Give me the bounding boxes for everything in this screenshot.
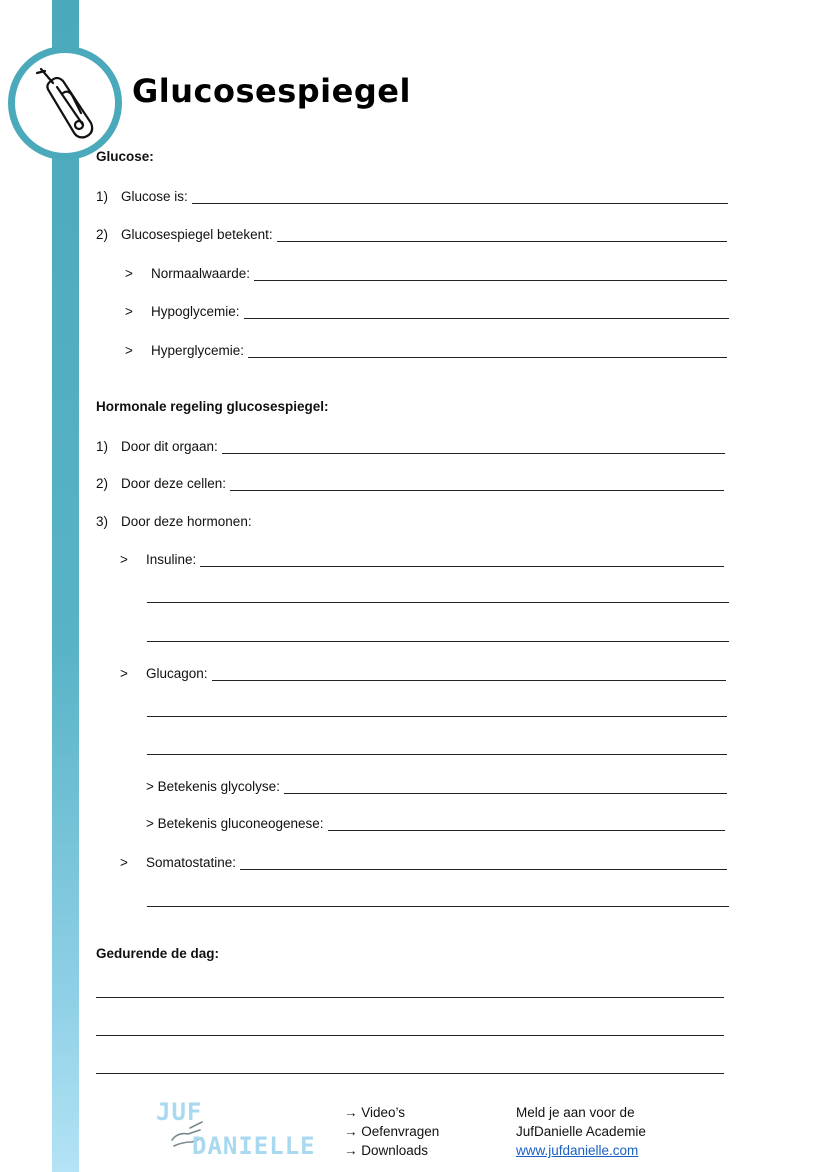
answer-line[interactable] [147, 640, 729, 642]
answer-line[interactable] [147, 601, 729, 603]
glucose-meter-icon [27, 63, 103, 143]
arrow-marker: > [125, 304, 133, 319]
page-title: Glucosespiegel [132, 72, 411, 110]
item-number: 2) [96, 476, 109, 491]
question-normaalwaarde[interactable] [125, 263, 727, 281]
item-label: Hyperglycemie: [151, 343, 245, 358]
answer-line[interactable] [248, 344, 727, 358]
question-glucose-is[interactable] [96, 186, 728, 204]
item-label: Insuline: [146, 552, 197, 567]
item-label: Normaalwaarde: [151, 266, 251, 281]
item-label: Door deze hormonen: [121, 514, 252, 529]
answer-line[interactable] [147, 715, 727, 717]
item-label: Door dit orgaan: [121, 439, 218, 454]
question-glucagon[interactable] [120, 663, 726, 681]
question-insuline[interactable] [120, 549, 724, 567]
item-number: 1) [96, 439, 109, 454]
item-label: > Betekenis glycolyse: [146, 779, 280, 794]
question-hypoglycemie[interactable] [125, 301, 729, 319]
website-link[interactable]: www.jufdanielle.com [516, 1143, 639, 1158]
item-label: Glucose is: [121, 189, 188, 204]
answer-line[interactable] [200, 553, 724, 567]
item-number: 1) [96, 189, 109, 204]
arrow-marker: > [120, 666, 128, 681]
item-label: > Betekenis gluconeogenese: [146, 816, 324, 831]
link-videos[interactable]: → Video’s [344, 1105, 406, 1120]
item-number: 2) [96, 227, 109, 242]
link-oefenvragen[interactable]: → Oefenvragen [344, 1124, 440, 1139]
question-glucosespiegel[interactable] [96, 224, 727, 242]
item-label: Glucagon: [146, 666, 208, 681]
logo-bottom-text: DANIELLE [192, 1132, 316, 1160]
question-glycolyse[interactable] [146, 776, 727, 794]
answer-line[interactable] [284, 780, 727, 794]
answer-line[interactable] [96, 1072, 724, 1074]
section-heading-day: Gedurende de dag: [96, 946, 220, 961]
answer-line[interactable] [192, 190, 728, 204]
promo-line-1: Meld je aan voor de [516, 1105, 635, 1120]
jufdanielle-logo [156, 1096, 326, 1166]
question-cellen[interactable] [96, 473, 724, 491]
question-somatostatine[interactable] [120, 852, 727, 870]
question-hormonen [96, 511, 396, 529]
section-heading-hormonal: Hormonale regeling glucosespiegel: [96, 399, 329, 414]
item-label: Somatostatine: [146, 855, 237, 870]
answer-line[interactable] [328, 817, 725, 831]
question-gluconeogenese[interactable] [146, 813, 725, 831]
answer-line[interactable] [230, 477, 724, 491]
logo-top-text: JUF [156, 1098, 203, 1126]
item-label: Glucosespiegel betekent: [121, 227, 273, 242]
answer-line[interactable] [147, 753, 727, 755]
promo-line-2: JufDanielle Academie [516, 1124, 646, 1139]
answer-line[interactable] [96, 1034, 724, 1036]
question-hyperglycemie[interactable] [125, 340, 727, 358]
arrow-marker: > [120, 855, 128, 870]
question-orgaan[interactable] [96, 436, 725, 454]
academy-promo [516, 1103, 646, 1160]
item-label: Door deze cellen: [121, 476, 227, 491]
answer-line[interactable] [277, 228, 727, 242]
item-number: 3) [96, 514, 109, 529]
answer-line[interactable] [147, 905, 729, 907]
item-label: Hypoglycemie: [151, 304, 240, 319]
answer-line[interactable] [240, 856, 727, 870]
section-heading-glucose: Glucose: [96, 149, 154, 164]
answer-line[interactable] [222, 440, 725, 454]
header-circle [8, 46, 122, 160]
answer-line[interactable] [244, 305, 729, 319]
answer-line[interactable] [254, 267, 727, 281]
answer-line[interactable] [212, 667, 726, 681]
footer-links [344, 1103, 439, 1160]
arrow-marker: > [120, 552, 128, 567]
answer-line[interactable] [96, 996, 724, 998]
arrow-marker: > [125, 266, 133, 281]
arrow-marker: > [125, 343, 133, 358]
side-bar [52, 0, 79, 1172]
link-downloads[interactable]: → Downloads [344, 1143, 429, 1158]
